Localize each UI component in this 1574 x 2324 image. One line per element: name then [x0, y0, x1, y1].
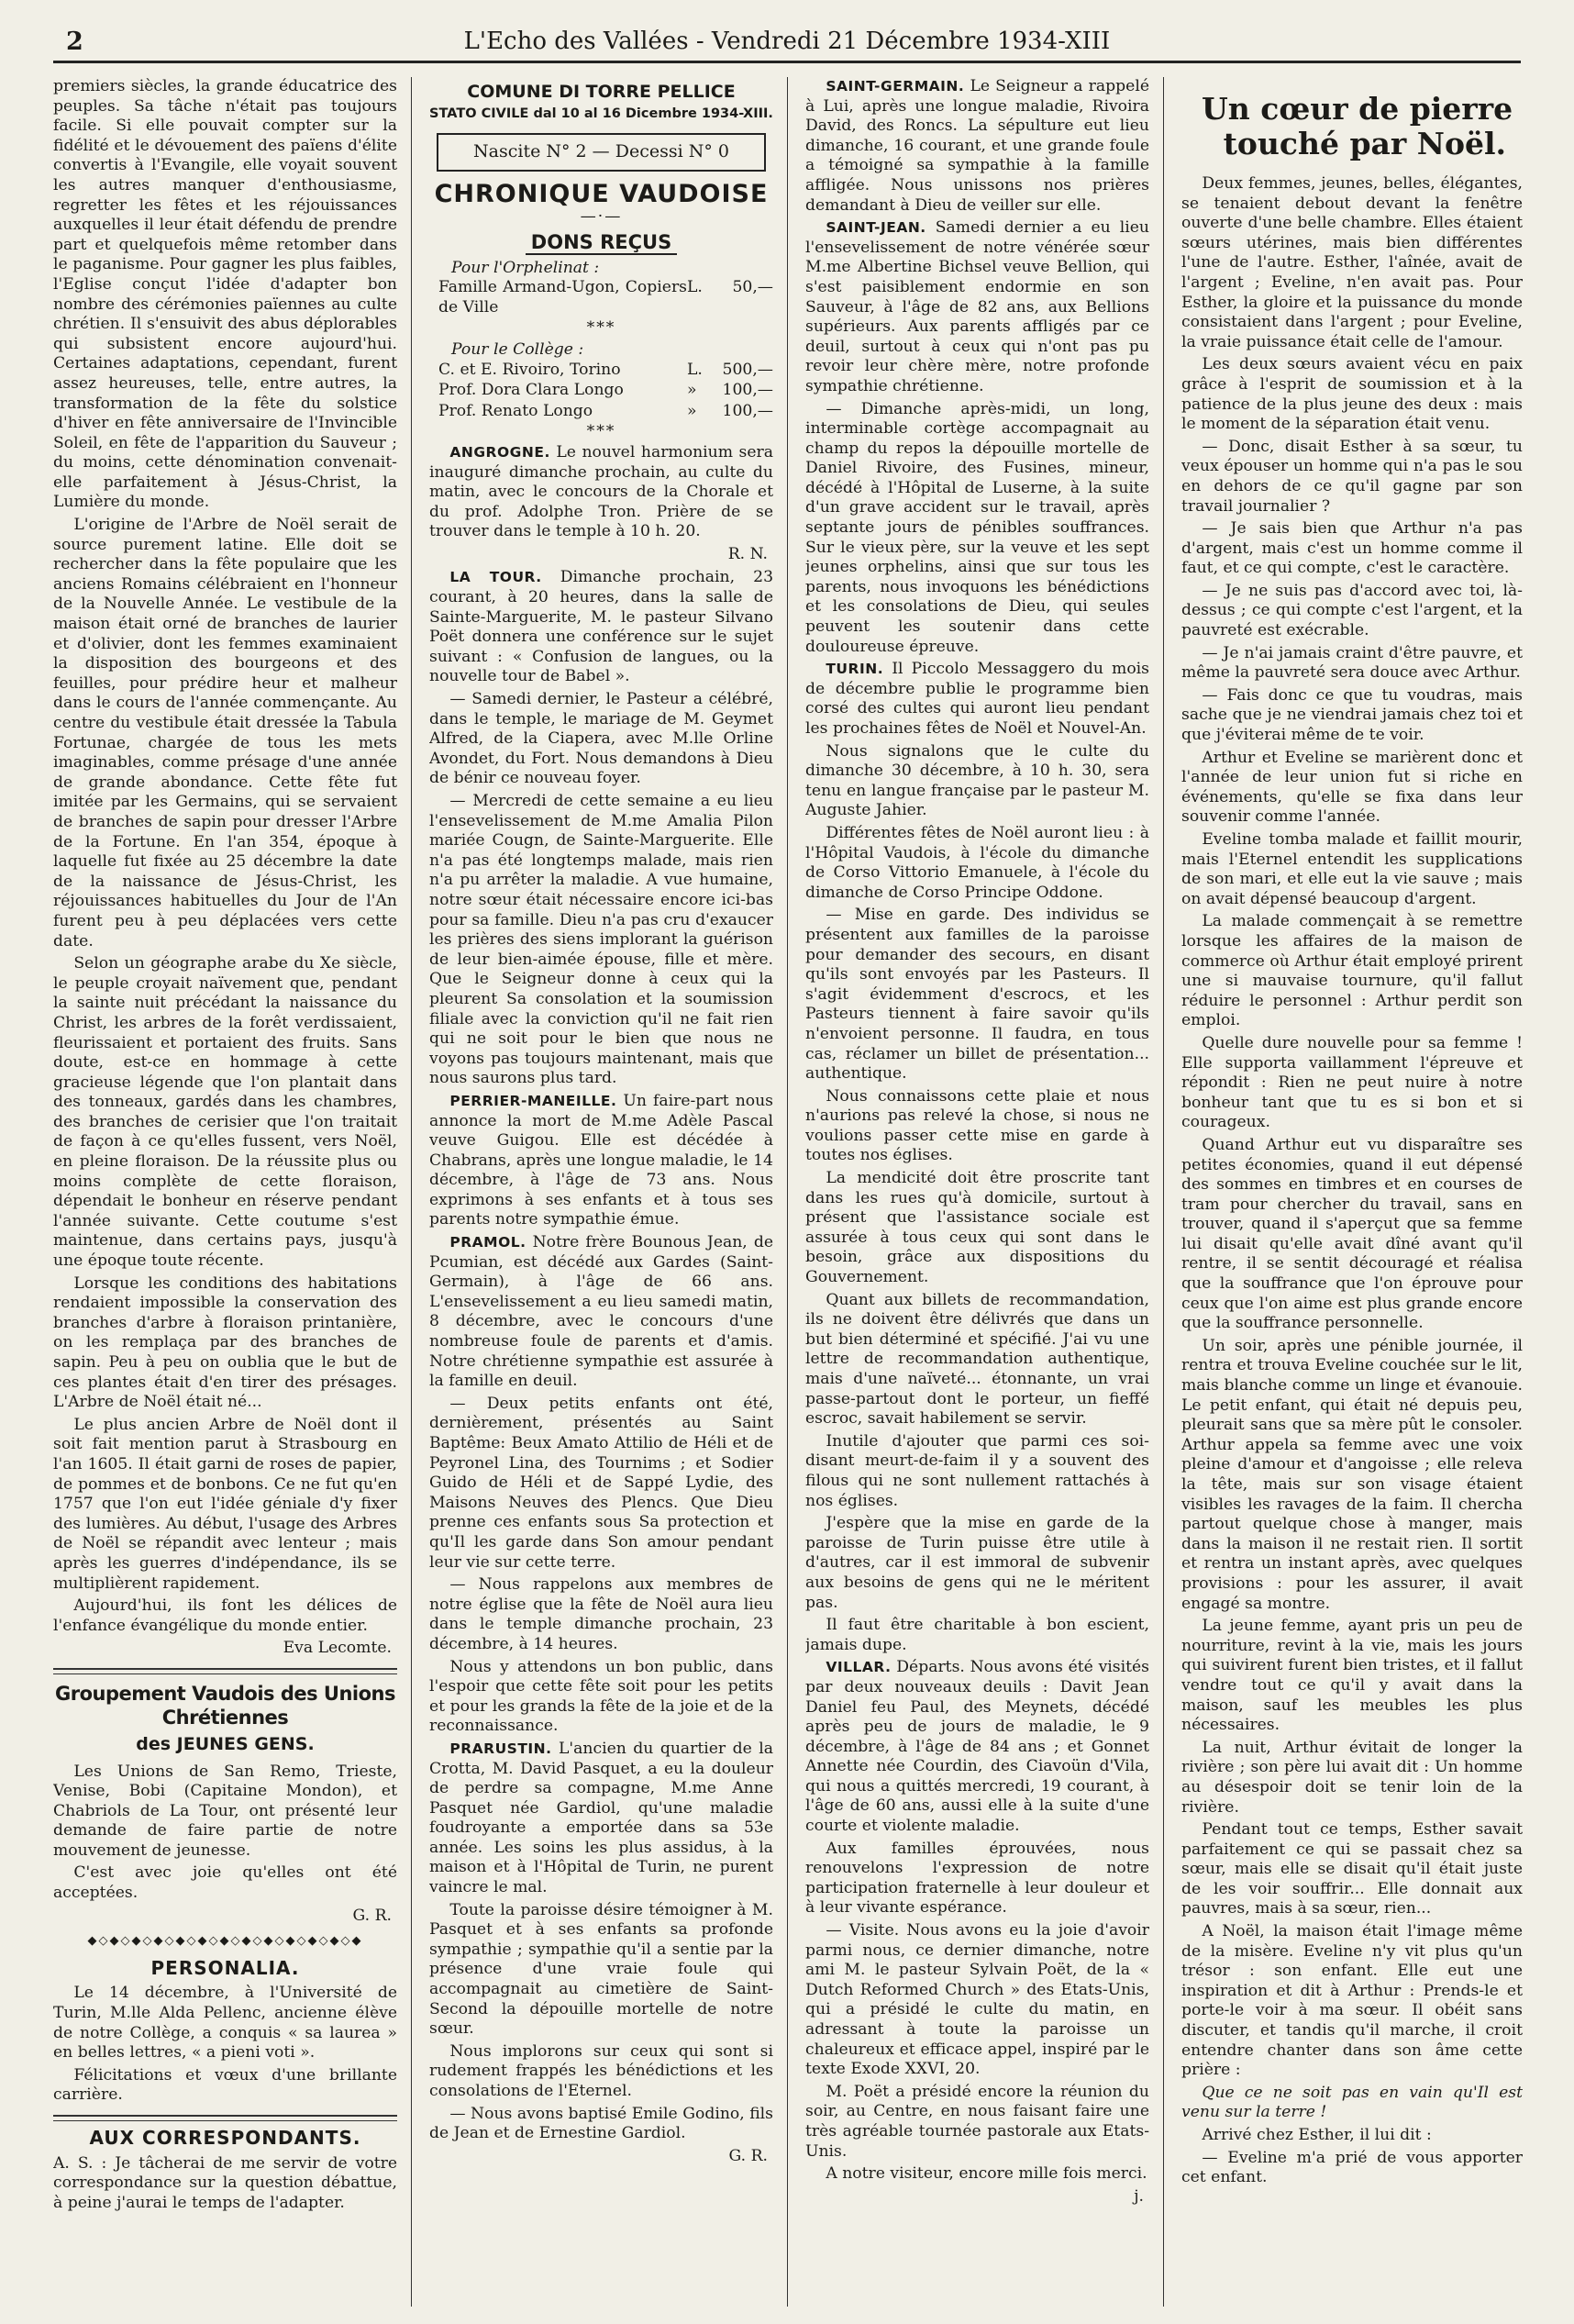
donor-name: Prof. Dora Clara Longo: [438, 381, 624, 400]
column-rule: [411, 77, 412, 2307]
article-paragraph: Aujourd'hui, ils font les délices de l'enfance évangélique du monde entier.: [53, 1596, 397, 1635]
news-paragraph: — Samedi dernier, le Pasteur a célébré, dans le temple, le mariage de M. Geymet Alfred, de la Ciapera, avec M.lle Orline Avondet, du Fort. Nous demandons à Dieu de bénir ce nouveau foyer.: [429, 690, 773, 788]
place-name: SAINT-JEAN.: [826, 219, 926, 237]
news-text: Notre frère Bounous Jean, de Pcumian, est décédé aux Gardes (Saint-Germain), à l'âge de 66 ans. L'ensevelissement a eu lieu samedi matin, 8 décembre, avec le concours d'une nombreuse foule de parents et d'amis. Notre chrétienne sympathie est assurée à la famille en deuil.: [429, 1233, 773, 1391]
column-3: [805, 77, 1149, 2307]
article-paragraph: C'est avec joie qu'elles ont été acceptées.: [53, 1863, 397, 1903]
news-paragraph: Nous implorons sur ceux qui sont si rudement frappés les bénédictions et les consolations de l'Eternel.: [429, 2041, 773, 2100]
story-title-line-2: touché par Noël.: [1223, 126, 1506, 161]
news-text: Il Piccolo Messaggero du mois de décembre publie le programme bien corsé des cultes qui auront lieu pendant les prochaines fêtes de Noël et Nouvel-An.: [805, 660, 1149, 738]
donation-amount: 100,—: [722, 401, 773, 420]
donation-currency: L.: [687, 360, 703, 379]
story-paragraph: Eveline tomba malade et faillit mourir, mais l'Eternel entendit les supplications de son mari, et elle eut la vie sauve ; mais on avait dépensé beaucoup d'argent.: [1181, 830, 1523, 908]
news-item-latour: [429, 568, 773, 687]
news-text: Un faire-part nous annonce la mort de M.me Adèle Pascal veuve Guigou. Elle est décédée à Chabrans, après une longue maladie, le 14 décembre, à l'âge de 73 ans. Nous exprimons à ses enfants et à tous ses parents notre sympathie émue.: [429, 1091, 773, 1229]
column-rule: [787, 77, 788, 2307]
section-heading-chronique: CHRONIQUE VAUDOISE: [434, 179, 769, 208]
news-text: Samedi dernier a eu lieu l'ensevelissement de notre vénérée sœur M.me Albertine Bichsel veuve Bellion, qui s'est paisiblement endormie en son Sauveur, à l'âge de 82 ans, aux Bellions supérieurs. Aux parents affligés par ce deuil, surtout à ceux qui n'ont pas pu revoir leur chère mère, notre profonde sympathie chrétienne.: [805, 218, 1149, 395]
news-item-turin: [805, 660, 1149, 739]
ornament-divider: ◆◇◆◇◆◇◆◇◆◇◆◇◆◇◆◇◆◇◆◇◆◇◆◇◆: [87, 1934, 363, 1949]
donation-amount: 50,—: [732, 278, 773, 297]
donation-row: [438, 278, 773, 317]
news-item-villar: [805, 1658, 1149, 1836]
news-paragraph: — Mise en garde. Des individus se présentent aux familles de la paroisse pour demander des secours, en disant qu'ils sont envoyés par les Pasteurs. Il s'agit évidemment d'escrocs, et les Pasteurs tiennent à faire savoir qu'ils n'envoient personne. Il faudra, en tous cas, réclamer un billet de présentation... authentique.: [805, 906, 1149, 1084]
dons-heading-text: DONS REÇUS: [526, 231, 677, 255]
news-item-saint-germain: [805, 77, 1149, 216]
donation-row: [438, 381, 773, 401]
donor-name: Famille Armand-Ugon, Copiers de Ville: [438, 278, 687, 317]
place-name: VILLAR.: [826, 1659, 892, 1676]
donation-currency: »: [687, 401, 697, 420]
stars-divider: ***: [586, 422, 616, 441]
story-paragraph: La nuit, Arthur évitait de longer la rivière ; son père lui avait dit : Un homme au désespoir doit se tenir loin de la rivière.: [1181, 1738, 1523, 1817]
story-paragraph: Quand Arthur eut vu disparaître ses petites économies, quand il eut dépensé des sommes en timbres et en courses de tram pour chercher du travail, sans en trouver, quand il s'aperçut que sa femme lui disait qu'elle avait dîné avant qu'il rentre, il se sentit découragé et réalisa que la souffrance que l'on éprouve pour ceux que l'on aime est plus grande encore que la souffrance personnelle.: [1181, 1135, 1523, 1333]
story-paragraph: Un soir, après une pénible journée, il rentra et trouva Eveline couchée sur le lit, mais blanche comme un linge et évanouie. Le petit enfant, qui était né depuis peu, pleurait sans que sa mère pût le consoler. Arthur appela sa femme avec une voix pleine d'amour et d'angoisse ; elle releva la tête, mais sur son visage étaient visibles les ravages de la faim. Il chercha partout quelque chose à manger, mais dans la maison il ne restait rien. Il sortit et rentra un instant après, avec quelques provisions : pour les assurer, il avait engagé sa montre.: [1181, 1336, 1523, 1613]
place-name: SAINT-GERMAIN.: [826, 78, 965, 95]
news-item-prarustin: [429, 1740, 773, 1898]
story-paragraph: — Donc, disait Esther à sa sœur, tu veux épouser un homme qui n'a pas le sou en dehors de ce qu'il gagne par son travail journalier ?: [1181, 437, 1523, 516]
article-paragraph: Le plus ancien Arbre de Noël dont il soit fait mention parut à Strasbourg en l'an 1605. Il était garni de roses de papier, de pommes et de bonbons. Ce ne fut qu'en 1757 que l'on eut l'idée géniale d'y fixer des lumières. Au début, l'usage des Arbres de Noël se répandit avec lenteur ; mais après les guerres d'indépendance, ils se multiplièrent rapidement.: [53, 1415, 397, 1593]
news-paragraph: Inutile d'ajouter que parmi ces soi-disant meurt-de-faim il y a souvent des filous qui ne sont nullement rattachés à nos églises.: [805, 1431, 1149, 1510]
news-paragraph: — Nous rappelons aux membres de notre église que la fête de Noël aura lieu dans le temple dimanche prochain, 23 décembre, à 14 heures.: [429, 1575, 773, 1653]
story-paragraph: Les deux sœurs avaient vécu en paix grâce à l'esprit de soumission et à la patience de la plus jeune des deux : mais le moment de la séparation était venu.: [1181, 355, 1523, 434]
section-subheading: des JEUNES GENS.: [136, 1733, 315, 1754]
stars-divider: ***: [586, 318, 616, 338]
donation-row: [438, 402, 773, 422]
story-paragraph: La malade commençait à se remettre lorsque les affaires de la maison de commerce où Arthur était employé prirent une si mauvaise tournure, qu'il fallut réduire le personnel : Arthur perdit son emploi.: [1181, 912, 1523, 1030]
news-paragraph: — Nous avons baptisé Emile Godino, fils de Jean et de Ernestine Gardiol.: [429, 2104, 773, 2143]
commune-heading: COMUNE DI TORRE PELLICE: [467, 82, 736, 102]
article-paragraph: premiers siècles, la grande éducatrice des peuples. Sa tâche n'était pas toujours facile. Si elle pouvait compter sur la fidélité et le dévouement des païens d'élite convertis à l'Evangile, elle voyait souvent les autres manquer d'enthousiasme, regretter les fêtes et les réjouissances auxquelles il leur était défendu de prendre part et quelquefois même retomber dans le paganisme. Pour gagner les plus faibles, l'Eglise conçut l'idée d'adapter bon nombre des cérémonies païennes au culte chrétien. Il s'ensuivit des abus déplorables qui subsistent encore aujourd'hui. Certaines adaptations, cependant, furent assez heureuses, telle, entre autres, la transformation de la fête du solstice d'hiver en fête anniversaire de l'Invincible Soleil, en fête de l'apparition du Sauveur ; du moins, cette dénomination convenait-elle parfaitement à Jésus-Christ, la Lumière du monde.: [53, 77, 397, 512]
donation-category: Pour le Collège :: [451, 339, 584, 359]
column-2: [429, 77, 773, 2307]
story-prayer: Que ce ne soit pas en vain qu'Il est venu sur la terre !: [1181, 2083, 1523, 2122]
donor-name: Prof. Renato Longo: [438, 401, 593, 420]
donor-name: C. et E. Rivoiro, Torino: [438, 360, 621, 379]
story-paragraph: Arrivé chez Esther, il lui dit :: [1202, 2126, 1432, 2144]
donation-category: Pour l'Orphelinat :: [451, 258, 600, 277]
article-paragraph: Les Unions de San Remo, Trieste, Venise, Bobi (Capitaine Mondon), et Chabriols de La Tour, ont présenté leur demande de faire partie de notre mouvement de jeunesse.: [53, 1762, 397, 1860]
story-paragraph: Quelle dure nouvelle pour sa femme ! Elle supporta vaillamment l'épreuve et répondit : Rien ne peut nuire à notre bonheur tant que tu es si bon et si courageux.: [1181, 1033, 1523, 1132]
story-paragraph: A Noël, la maison était l'image même de la misère. Eveline n'y vit plus qu'un trésor : son enfant. Elle eut une inspiration et dit à Arthur : Prends-le et porte-le voir à ma sœur. Il obéit sans discuter, et tandis qu'il marche, il croit entendre chanter dans son âme cette prière :: [1181, 1922, 1523, 2080]
author-signature: R. N.: [727, 544, 768, 563]
news-paragraph: Quant aux billets de recommandation, ils ne doivent être délivrés que dans un but bien déterminé et spécifié. J'ai vu une lettre de recommandation authentique, mais d'une naïveté... étonnante, un vrai passe-partout dont le porteur, un fieffé escroc, savait habilement se servir.: [805, 1290, 1149, 1429]
news-paragraph: Il faut être charitable à bon escient, jamais dupe.: [805, 1616, 1149, 1654]
donation-row: [438, 361, 773, 381]
place-name: TURIN.: [826, 661, 884, 678]
story-paragraph: — Je sais bien que Arthur n'a pas d'argent, mais c'est un homme comme il faut, et ce qui compte, c'est le caractère.: [1181, 519, 1523, 578]
story-paragraph: Pendant tout ce temps, Esther savait parfaitement ce qui se passait chez sa sœur, mais elle se disait qu'il était juste de les voir souffrir... Elle donnait aux pauvres, mais à sa sœur, rien...: [1181, 1820, 1523, 1918]
news-text: Le Seigneur a rappelé à Lui, après une longue maladie, Rivoira David, des Roncs. La sépulture eut lieu dimanche, 16 courant, et une grande foule a témoigné sa sympathie à la famille affligée. Nous unissons nos prières demandant à Dieu de veiller sur elle.: [805, 77, 1149, 215]
place-name: LA TOUR.: [449, 569, 542, 586]
story-paragraph: La jeune femme, ayant pris un peu de nourriture, revint à la vie, mais les jours qui suivirent furent bien tristes, et il fallut vendre tout ce qu'il y avait dans la maison, sauf les meubles les plus nécessaires.: [1181, 1617, 1523, 1735]
author-signature: G. R.: [352, 1906, 392, 1925]
stato-civile-line: STATO CIVILE dal 10 al 16 Dicembre 1934-XIII.: [429, 106, 773, 121]
news-paragraph: Toute la paroisse désire témoigner à M. Pasquet et à ses enfants sa profonde sympathie ; sympathie qu'il a sentie par la présence d'une vraie foule qui accompagnait au cimetière de Saint-Second la dépouille mortelle de notre sœur.: [429, 1900, 773, 2039]
page-number: 2: [66, 28, 83, 56]
author-signature: G. R.: [728, 2146, 768, 2165]
story-paragraph: — Je ne suis pas d'accord avec toi, là-dessus ; ce qui compte c'est l'argent, et la pauvreté est exécrable.: [1181, 581, 1523, 640]
news-item-pramol: [429, 1233, 773, 1392]
news-text: Départs. Nous avons été visités par deux nouveaux deuils : Davit Jean Daniel feu Paul, des Meynets, décédé après peu de jours de maladie, le 9 décembre, à l'âge de 84 ans ; et Gonnet Annette née Courdin, des Ciavoün d'Vila, qui nous a quittés mercredi, 19 courant, à l'âge de 60 ans, aussi elle à la suite d'une courte et violente maladie.: [805, 1658, 1149, 1836]
story-paragraph: Arthur et Eveline se marièrent donc et l'année de leur union fut si riche en événements, qu'elle se fixa dans leur souvenir comme l'année.: [1181, 748, 1523, 827]
news-paragraph: Nous y attendons un bon public, dans l'espoir que cette fête soit pour les petits et pour les grands la fête de la joie et de la reconnaissance.: [429, 1657, 773, 1736]
donation-amount: 500,—: [722, 360, 773, 379]
story-title-line-1: Un cœur de pierre: [1202, 91, 1513, 127]
news-paragraph: Nous connaissons cette plaie et nous n'aurions pas relevé la chose, si nous ne voulions passer cette mise en garde à toutes nos églises.: [805, 1086, 1149, 1165]
article-paragraph: Selon un géographe arabe du Xe siècle, le peuple croyait naïvement que, pendant la sainte nuit précédant la naissance du Christ, les arbres de la forêt verdissaient, fleurissaient et portaient des fruits. Sans doute, est-ce en hommage à cette gracieuse légende que l'on plantait dans des tonneaux, gardés dans les chambres, des branches de cerisier que l'on traitait de façon à ce qu'elles fussent, vers Noël, en pleine floraison. De la réussite plus ou moins complète de cette floraison, dépendait le bonheur en réserve pendant l'année suivante. Cette coutume s'est maintenue, dans certains pays, jusqu'à une époque toute récente.: [53, 954, 397, 1271]
story-paragraph: Deux femmes, jeunes, belles, élégantes, se tenaient debout devant la fenêtre ouverte d'une belle chambre. Elles étaient sœurs utérines, mais bien différentes l'une de l'autre. Esther, l'aînée, avait de l'argent ; Eveline, n'en avait pas. Pour Esther, la gloire et la puissance du monde consistaient dans l'argent ; pour Eveline, la vraie puissance était celle de l'amour.: [1181, 174, 1523, 351]
story-title: [1181, 92, 1523, 161]
article-paragraph: L'origine de l'Arbre de Noël serait de source purement latine. Elle doit se rechercher dans la fête populaire que les anciens Romains célébraient en l'honneur de la Nouvelle Année. Le vestibule de la maison était orné de branches de laurier et d'olivier, dont les femmes examinaient la disposition des bourgeons et des feuilles, pour prédire heur et malheur dans le cours de l'année commençante. Au centre du vestibule était dressée la Tabula Fortunae, chargée de tous les mets imaginables, comme présage d'une année de grande abondance. Cette fête fut imitée par les Germains, qui se servaient de branches de sapin pour dresser l'Arbre de la Fortune. En l'an 354, époque à laquelle fut fixée au 25 décembre la date de la naissance de Jésus-Christ, les réjouissances habituelles du Jour de l'An furent peu à peu déplacées vers cette date.: [53, 516, 397, 951]
story-paragraph: — Fais donc ce que tu voudras, mais sache que je ne viendrai jamais chez toi et que j'éviterai même de te voir.: [1181, 685, 1523, 745]
news-paragraph: La mendicité doit être proscrite tant dans les rues qu'à domicile, surtout à présent que l'assistance sociale est assurée à tous ceux qui sont dans le besoin, grâce aux dispositions du Gouvernement.: [805, 1169, 1149, 1287]
births-deaths-box: Nascite N° 2 — Decessi N° 0: [437, 133, 766, 172]
column-rule: [1163, 77, 1164, 2307]
journal-title-date: L'Echo des Vallées - Vendredi 21 Décembre 1934-XIII: [463, 28, 1111, 55]
article-paragraph: Le 14 décembre, à l'Université de Turin, M.lle Alda Pellenc, ancienne élève de notre Collège, a conquis « sa laurea » en belles lettres, « a pieni voti ».: [53, 1984, 397, 2063]
column-1: [53, 77, 397, 2307]
news-item-perrier: [429, 1092, 773, 1230]
place-name: PRAMOL.: [449, 1234, 527, 1251]
donation-currency: L.: [687, 278, 703, 297]
news-text: L'ancien du quartier de la Crotta, M. David Pasquet, a eu la douleur de perdre sa compagne, M.me Anne Pasquet née Gardiol, qu'une maladie foudroyante a emportée dans sa 53e année. Les soins les plus assidus, à la maison et à l'Hôpital de Turin, ne purent vaincre le mal.: [429, 1739, 773, 1897]
section-divider: [53, 1668, 397, 1674]
author-signature: j.: [1134, 2186, 1144, 2206]
small-divider: —·—: [580, 207, 623, 227]
donation-amount: 100,—: [722, 381, 773, 400]
news-text: Dimanche prochain, 23 courant, à 20 heures, dans la salle de Sainte-Marguerite, M. le pasteur Silvano Poët donnera une conférence sur le sujet suivant : « Confusion de langues, ou la nouvelle tour de Babel ».: [429, 568, 773, 686]
news-paragraph: Nous signalons que le culte du dimanche 30 décembre, à 10 h. 30, sera tenu en langue française par le pasteur M. Auguste Jahier.: [805, 741, 1149, 820]
news-paragraph: Aux familles éprouvées, nous renouvelons l'expression de notre participation fraternelle à leur douleur et à leur vivante espérance.: [805, 1839, 1149, 1918]
news-item-saint-jean: [805, 218, 1149, 396]
section-divider: [53, 2115, 397, 2121]
story-paragraph: — Eveline m'a prié de vous apporter cet enfant.: [1181, 2148, 1523, 2187]
page-header: [53, 24, 1521, 63]
news-paragraph: — Dimanche après-midi, un long, interminable cortège accompagnait au champ du repos la dépouille mortelle de Daniel Rivoire, des Fusines, mineur, décédé à l'Hôpital de Luserne, à la suite d'un grave accident sur le travail, après septante jours de pénibles souffrances. Sur le vieux père, sur la veuve et les sept jeunes orphelins, ainsi que sur tous les parents, nous invoquons les bénédictions et les consolations de Dieu, qui seules peuvent les soutenir dans cette douloureuse épreuve.: [805, 399, 1149, 656]
news-paragraph: A notre visiteur, encore mille fois merci.: [826, 2164, 1147, 2184]
author-signature: Eva Lecomte.: [283, 1639, 392, 1658]
news-paragraph: J'espère que la mise en garde de la paroisse de Turin puisse être utile à d'autres, car il est immoral de subvenir aux besoins de gens qui ne le méritent pas.: [805, 1514, 1149, 1612]
place-name: PRARUSTIN.: [449, 1740, 552, 1757]
section-heading-groupement: Groupement Vaudois des Unions Chrétiennes: [54, 1682, 396, 1729]
news-paragraph: M. Poët a présidé encore la réunion du soir, au Centre, en nous faisant faire une très agréable tournée pastorale aux Etats-Unis.: [805, 2082, 1149, 2161]
section-heading-correspondants: AUX CORRESPONDANTS.: [89, 2127, 361, 2149]
donation-currency: »: [687, 381, 697, 400]
news-text: Le nouvel harmonium sera inauguré dimanche prochain, au culte du matin, avec le concours de la Chorale et du prof. Adolphe Tron. Prière de se trouver dans le temple à 10 h. 20.: [429, 442, 773, 541]
article-paragraph: A. S. : Je tâcherai de me servir de votre correspondance sur la question débattue, à peine j'aurai le temps de l'adapter.: [53, 2153, 397, 2212]
news-item-angrogne: [429, 443, 773, 542]
news-paragraph: Différentes fêtes de Noël auront lieu : à l'Hôpital Vaudois, à l'école du dimanche de Corso Vittorio Emanuele, à l'école du dimanche de Corso Principe Oddone.: [805, 823, 1149, 902]
news-paragraph: — Deux petits enfants ont été, dernièrement, présentés au Saint Baptême: Beux Amato Attilio de Héli et de Peyronel Lina, des Tournims ; et Sodier Guido de Héli et de Sappé Lydie, des Maisons Neuves des Plencs. Que Dieu prenne ces enfants sous Sa protection et qu'Il les garde dans Son amour pendant leur vie sur cette terre.: [429, 1394, 773, 1572]
place-name: ANGROGNE.: [449, 443, 550, 461]
story-paragraph: — Je n'ai jamais craint d'être pauvre, et même la pauvreté sera douce avec Arthur.: [1181, 643, 1523, 683]
article-paragraph: Lorsque les conditions des habitations rendaient impossible la conservation des branches d'arbre à floraison printanière, on les remplaça par des branches de sapin. Peu à peu on oublia que le but de ces plantes était d'en tirer des présages. L'Arbre de Noël était né...: [53, 1273, 397, 1412]
news-paragraph: — Mercredi de cette semaine a eu lieu l'ensevelissement de M.me Amalia Pilon mariée Cougn, de Sainte-Marguerite. Elle n'a pas été longtemps malade, mais rien n'a pu arrêter la maladie. A vue humaine, notre sœur était nécessaire encore ici-bas pour sa famille. Dieu n'a pas cru d'exaucer les prières des siens implorant la guérison de leur bien-aimée épouse, fille et mère. Que le Seigneur donne à ceux qui la pleurent Sa consolation et la soumission filiale avec la conviction qu'il ne fait rien qui ne soit pour le bien que nous ne voyons pas toujours maintenant, mais que nous saurons plus tard.: [429, 792, 773, 1088]
article-paragraph: Félicitations et vœux d'une brillante carrière.: [53, 2065, 397, 2105]
column-4: [1181, 77, 1523, 2307]
dons-heading: [429, 230, 773, 253]
section-heading-personalia: PERSONALIA.: [150, 1956, 300, 1979]
place-name: PERRIER-MANEILLE.: [449, 1092, 617, 1109]
news-paragraph: — Visite. Nous avons eu la joie d'avoir parmi nous, ce dernier dimanche, notre ami M. le pasteur Sylvain Poët, de la « Dutch Reformed Church » des Etats-Unis, qui a présidé le culte du matin, en adressant à toute la paroisse un chaleureux et efficace appel, inspiré par le texte Exode XXVI, 20.: [805, 1921, 1149, 2079]
